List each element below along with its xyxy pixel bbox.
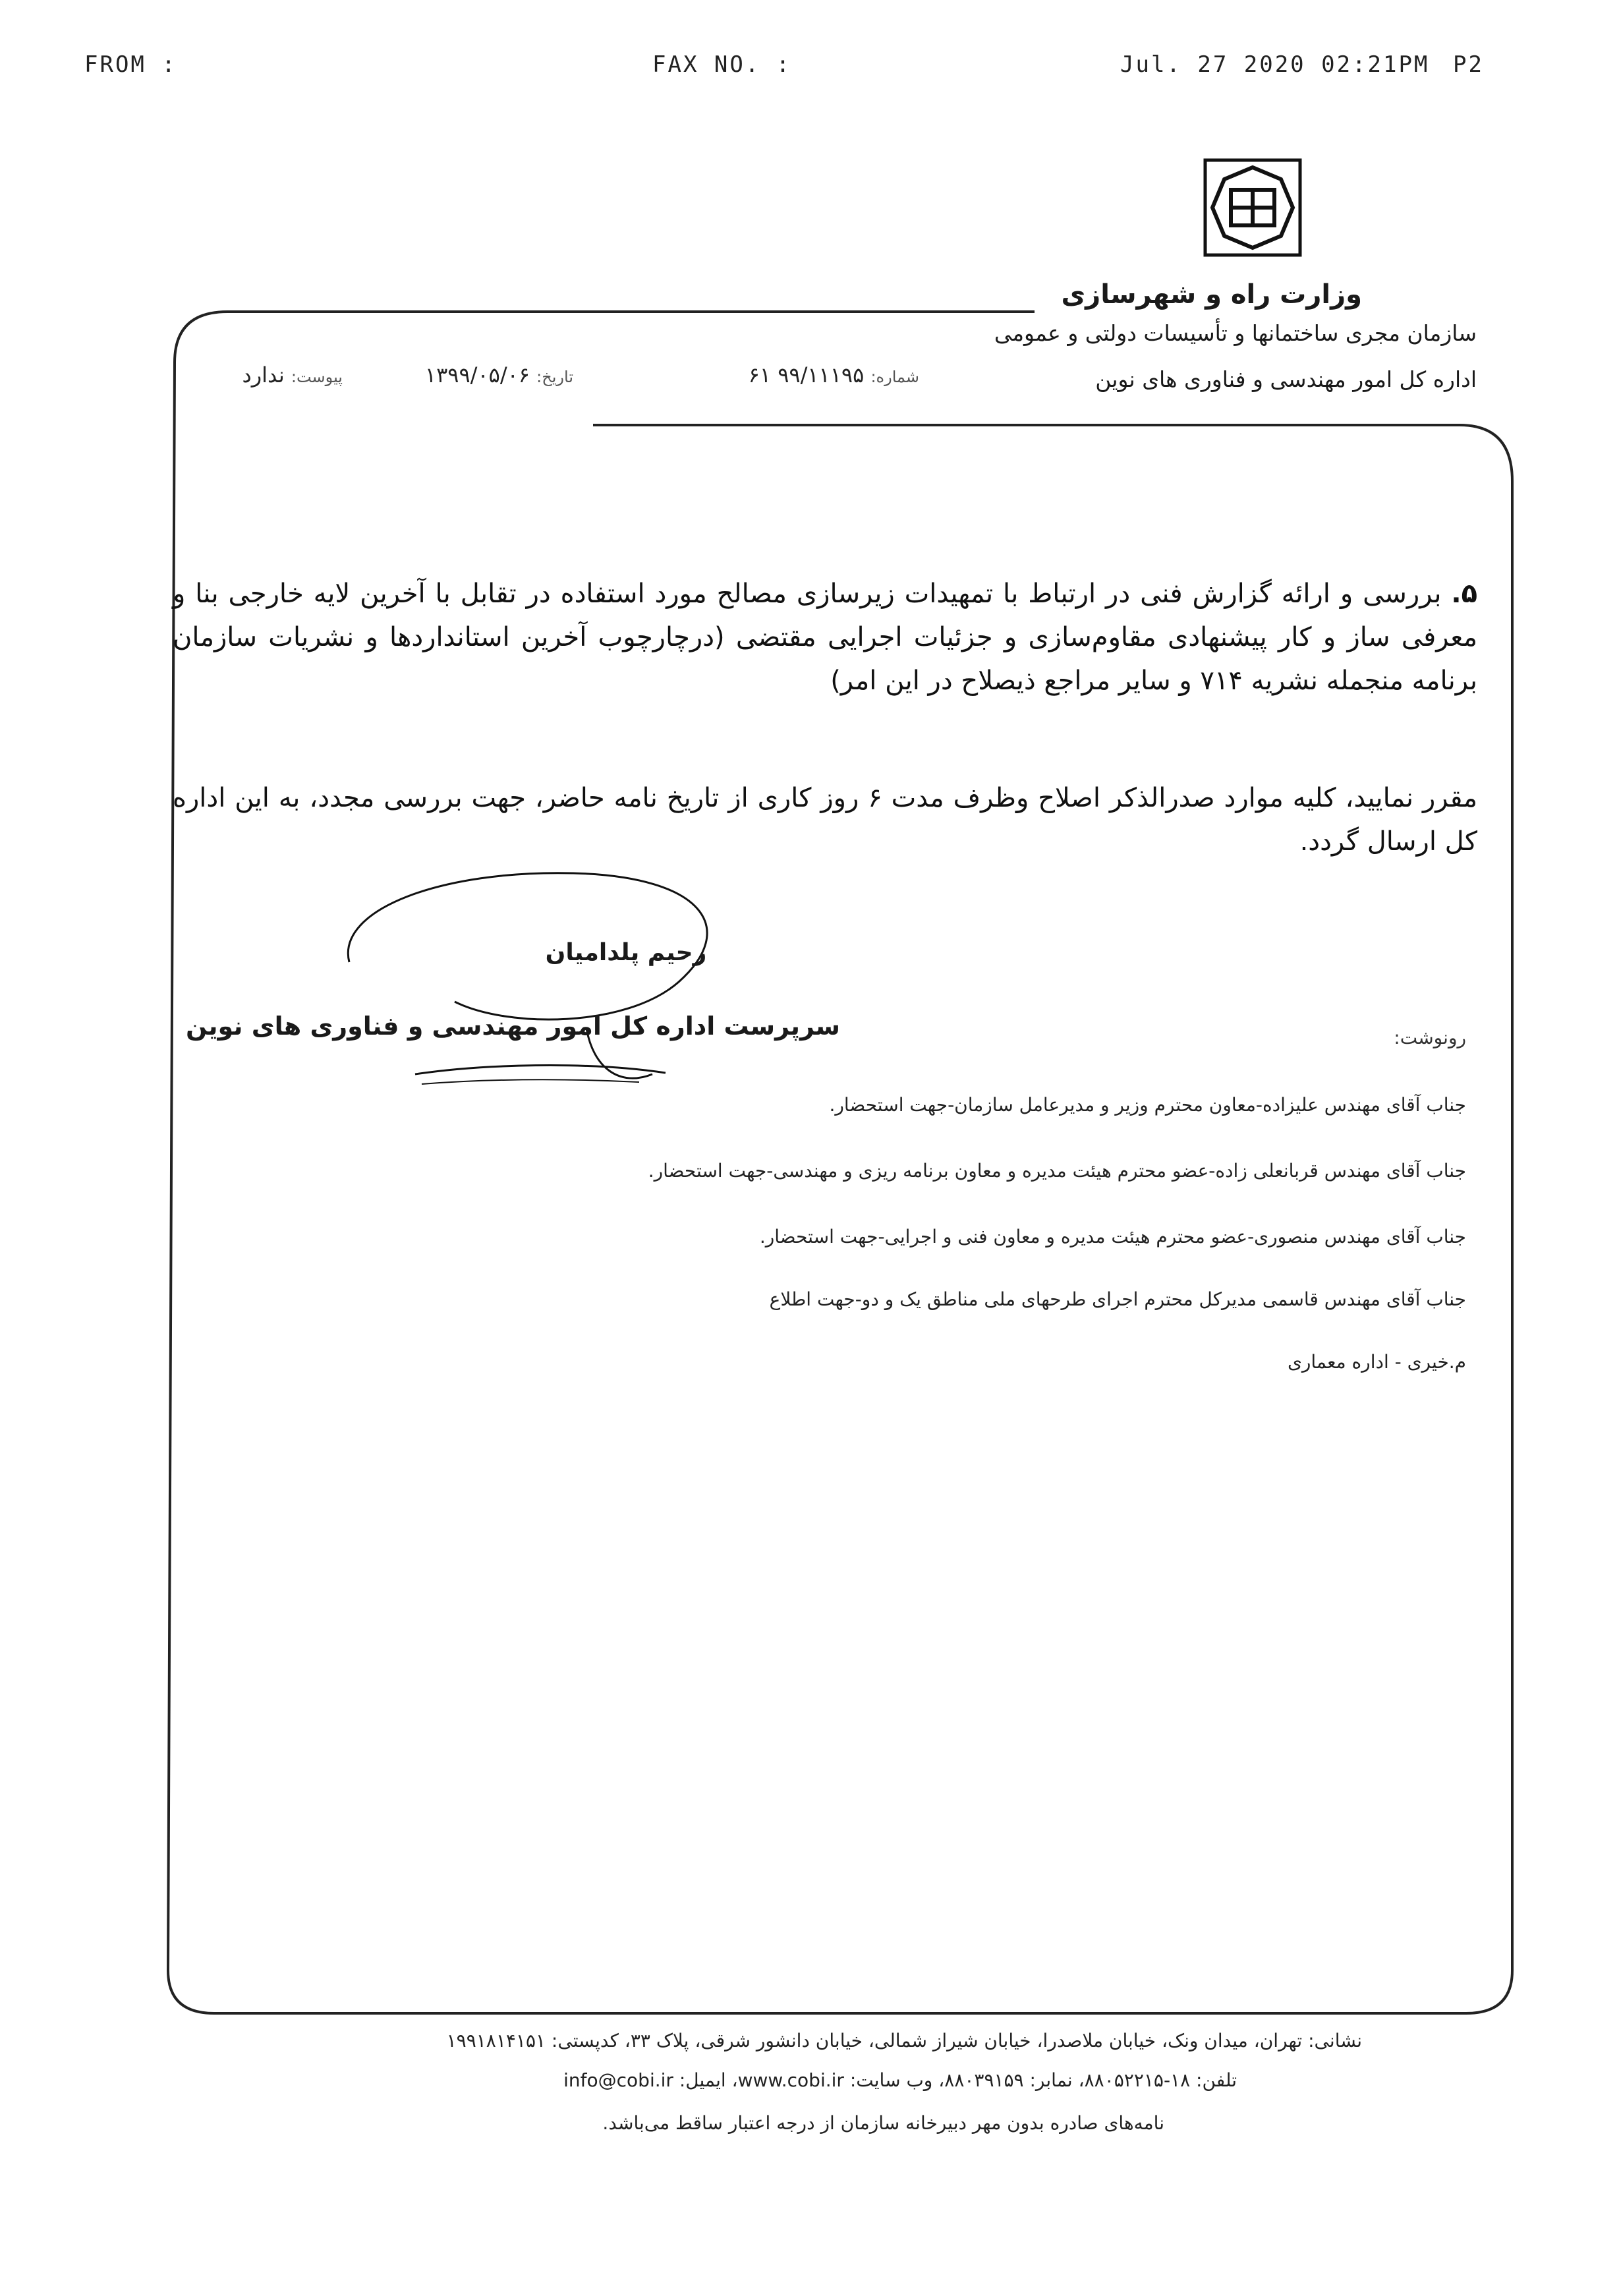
- ministry-logo-icon: [1203, 158, 1302, 257]
- letter-date-field: [369, 362, 573, 387]
- signatory-title: سرپرست اداره کل امور مهندسی و فناوری های نوین: [186, 1012, 840, 1041]
- handwritten-signature: [310, 850, 863, 1101]
- body-item-5: [173, 572, 1477, 703]
- signatory-name: رحیم پلدامیان: [545, 939, 707, 966]
- fax-page: P2: [1453, 51, 1484, 78]
- closing-paragraph: مقرر نمایید، کلیه موارد صدرالذکر اصلاح وظرف مدت ۶ روز کاری از تاریخ نامه حاضر، جهت بررسی مجدد، به این اداره کل ارسال گردد.: [173, 783, 1477, 857]
- organization-name: سازمان مجری ساختمانها و تأسیسات دولتی و عمومی: [994, 320, 1477, 346]
- cc-item: م.خیری - اداره معماری: [1287, 1351, 1466, 1373]
- attachment-label: پیوست:: [291, 368, 343, 386]
- letter-number-label: شماره:: [870, 368, 919, 386]
- letter-number: ۹۹/۱۱۱۹۵ ۶۱: [748, 362, 865, 387]
- ministry-name: وزارت راه و شهرسازی: [1061, 279, 1362, 310]
- letter-number-field: [722, 362, 919, 387]
- fax-from: FROM :: [84, 51, 177, 78]
- footer-contact: تلفن: ۱۸-۸۸۰۵۲۲۱۵، نمابر: ۸۸۰۳۹۱۵۹، وب سایت: www.cobi.ir، ایمیل: info@cobi.ir: [563, 2069, 1237, 2091]
- letter-date-label: تاریخ:: [536, 368, 573, 386]
- attachment-field: [171, 362, 343, 387]
- department-name: اداره کل امور مهندسی و فناوری های نوین: [1095, 366, 1477, 392]
- item-number: ۵.: [1451, 579, 1477, 609]
- footer-notice: نامه‌های صادره بدون مهر دبیرخانه سازمان از درجه اعتبار ساقط می‌باشد.: [602, 2112, 1164, 2134]
- fax-datetime: Jul. 27 2020 02:21PM: [1120, 51, 1430, 78]
- attachment-value: ندارد: [242, 362, 285, 387]
- cc-item: جناب آقای مهندس قاسمی مدیرکل محترم اجرای طرحهای ملی مناطق یک و دو-جهت اطلاع: [769, 1288, 1466, 1310]
- letter-date: ۱۳۹۹/۰۵/۰۶: [424, 362, 530, 387]
- footer-address: نشانی: تهران، میدان ونک، خیابان ملاصدرا، خیابان شیراز شمالی، خیابان دانشور شرقی، پلاک ۳۳، کدپستی: ۱۹۹۱۸۱۴۱۵۱: [446, 2030, 1362, 2052]
- cc-label: رونوشت:: [1394, 1027, 1466, 1048]
- cc-item: جناب آقای مهندس قربانعلی زاده-عضو محترم هیئت مدیره و معاون برنامه ریزی و مهندسی-جهت استحضار.: [648, 1160, 1466, 1182]
- cc-item: جناب آقای مهندس منصوری-عضو محترم هیئت مدیره و معاون فنی و اجرایی-جهت استحضار.: [759, 1226, 1466, 1248]
- cc-item: جناب آقای مهندس علیزاده-معاون محترم وزیر و مدیرعامل سازمان-جهت استحضار.: [829, 1094, 1466, 1116]
- item-text: بررسی و ارائه گزارش فنی در ارتباط با تمهیدات زیرسازی مصالح مورد استفاده در تقابل با آخرین لایه خارجی بنا و معرفی ساز و کار پیشنهادی مقاوم‌سازی و جزئیات اجرایی مقتضی (درچارچوب آخرین استانداردها و نشریات سازمان برنامه منجمله نشریه ۷۱۴ و سایر مراجع ذیصلاح در این امر): [173, 579, 1477, 696]
- fax-number: FAX NO. :: [652, 51, 792, 78]
